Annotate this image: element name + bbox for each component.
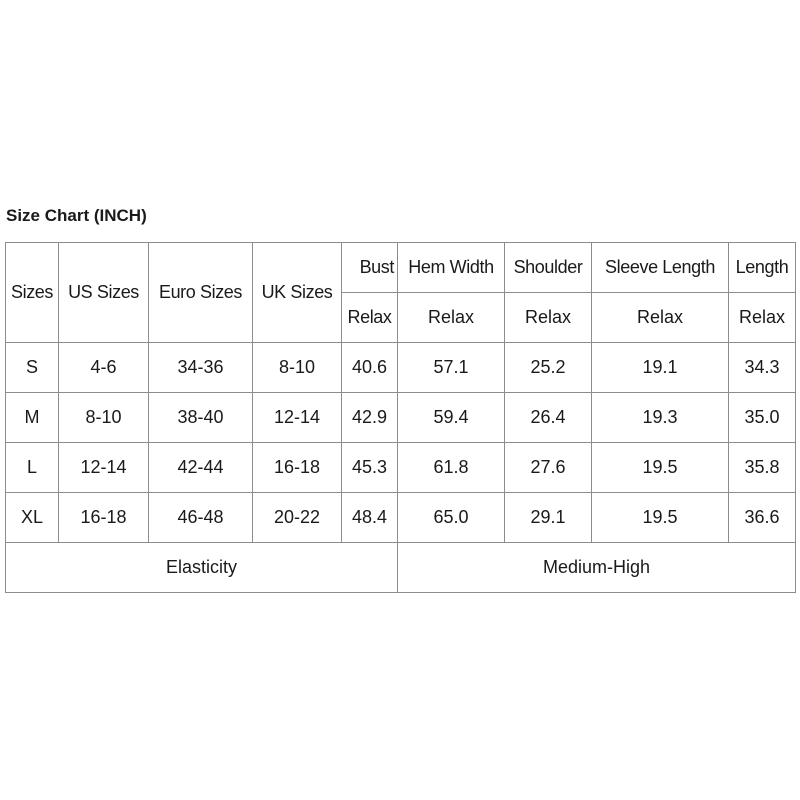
- size-chart-table: [5, 242, 796, 593]
- cell-length: 35.0: [729, 393, 796, 443]
- cell-euro: 46-48: [149, 493, 253, 543]
- cell-sleeve-length: 19.5: [592, 443, 729, 493]
- cell-euro: 38-40: [149, 393, 253, 443]
- header-sleeve-length: Sleeve Length: [592, 243, 729, 293]
- cell-us: 16-18: [59, 493, 149, 543]
- cell-uk: 8-10: [253, 343, 342, 393]
- header-shoulder: Shoulder: [505, 243, 592, 293]
- cell-size: XL: [6, 493, 59, 543]
- header-length: Length: [729, 243, 796, 293]
- subheader-shoulder: Relax: [505, 293, 592, 343]
- cell-size: S: [6, 343, 59, 393]
- cell-sleeve-length: 19.3: [592, 393, 729, 443]
- header-euro-sizes: Euro Sizes: [149, 243, 253, 343]
- subheader-hem-width: Relax: [398, 293, 505, 343]
- elasticity-label: Elasticity: [6, 543, 398, 593]
- cell-sleeve-length: 19.5: [592, 493, 729, 543]
- table-row: [6, 343, 796, 393]
- cell-us: 4-6: [59, 343, 149, 393]
- header-us-sizes: US Sizes: [59, 243, 149, 343]
- header-row: [6, 243, 796, 293]
- table-row: [6, 493, 796, 543]
- chart-title: Size Chart (INCH): [6, 206, 147, 225]
- cell-hem-width: 61.8: [398, 443, 505, 493]
- cell-size: L: [6, 443, 59, 493]
- table-row: [6, 443, 796, 493]
- header-sizes: Sizes: [6, 243, 59, 343]
- cell-size: M: [6, 393, 59, 443]
- header-hem-width: Hem Width: [398, 243, 505, 293]
- cell-uk: 20-22: [253, 493, 342, 543]
- cell-hem-width: 57.1: [398, 343, 505, 393]
- header-bust: Bust: [342, 243, 398, 293]
- cell-hem-width: 65.0: [398, 493, 505, 543]
- cell-uk: 12-14: [253, 393, 342, 443]
- subheader-length: Relax: [729, 293, 796, 343]
- cell-sleeve-length: 19.1: [592, 343, 729, 393]
- cell-uk: 16-18: [253, 443, 342, 493]
- subheader-sleeve-length: Relax: [592, 293, 729, 343]
- cell-us: 12-14: [59, 443, 149, 493]
- elasticity-value: Medium-High: [398, 543, 796, 593]
- footer-row: [6, 543, 796, 593]
- cell-length: 35.8: [729, 443, 796, 493]
- cell-length: 34.3: [729, 343, 796, 393]
- cell-bust: 40.6: [342, 343, 398, 393]
- cell-shoulder: 26.4: [505, 393, 592, 443]
- cell-shoulder: 29.1: [505, 493, 592, 543]
- cell-euro: 34-36: [149, 343, 253, 393]
- cell-us: 8-10: [59, 393, 149, 443]
- cell-bust: 48.4: [342, 493, 398, 543]
- table-row: [6, 393, 796, 443]
- cell-length: 36.6: [729, 493, 796, 543]
- cell-bust: 42.9: [342, 393, 398, 443]
- cell-shoulder: 27.6: [505, 443, 592, 493]
- cell-shoulder: 25.2: [505, 343, 592, 393]
- cell-hem-width: 59.4: [398, 393, 505, 443]
- cell-euro: 42-44: [149, 443, 253, 493]
- header-uk-sizes: UK Sizes: [253, 243, 342, 343]
- subheader-bust: Relax: [342, 293, 398, 343]
- cell-bust: 45.3: [342, 443, 398, 493]
